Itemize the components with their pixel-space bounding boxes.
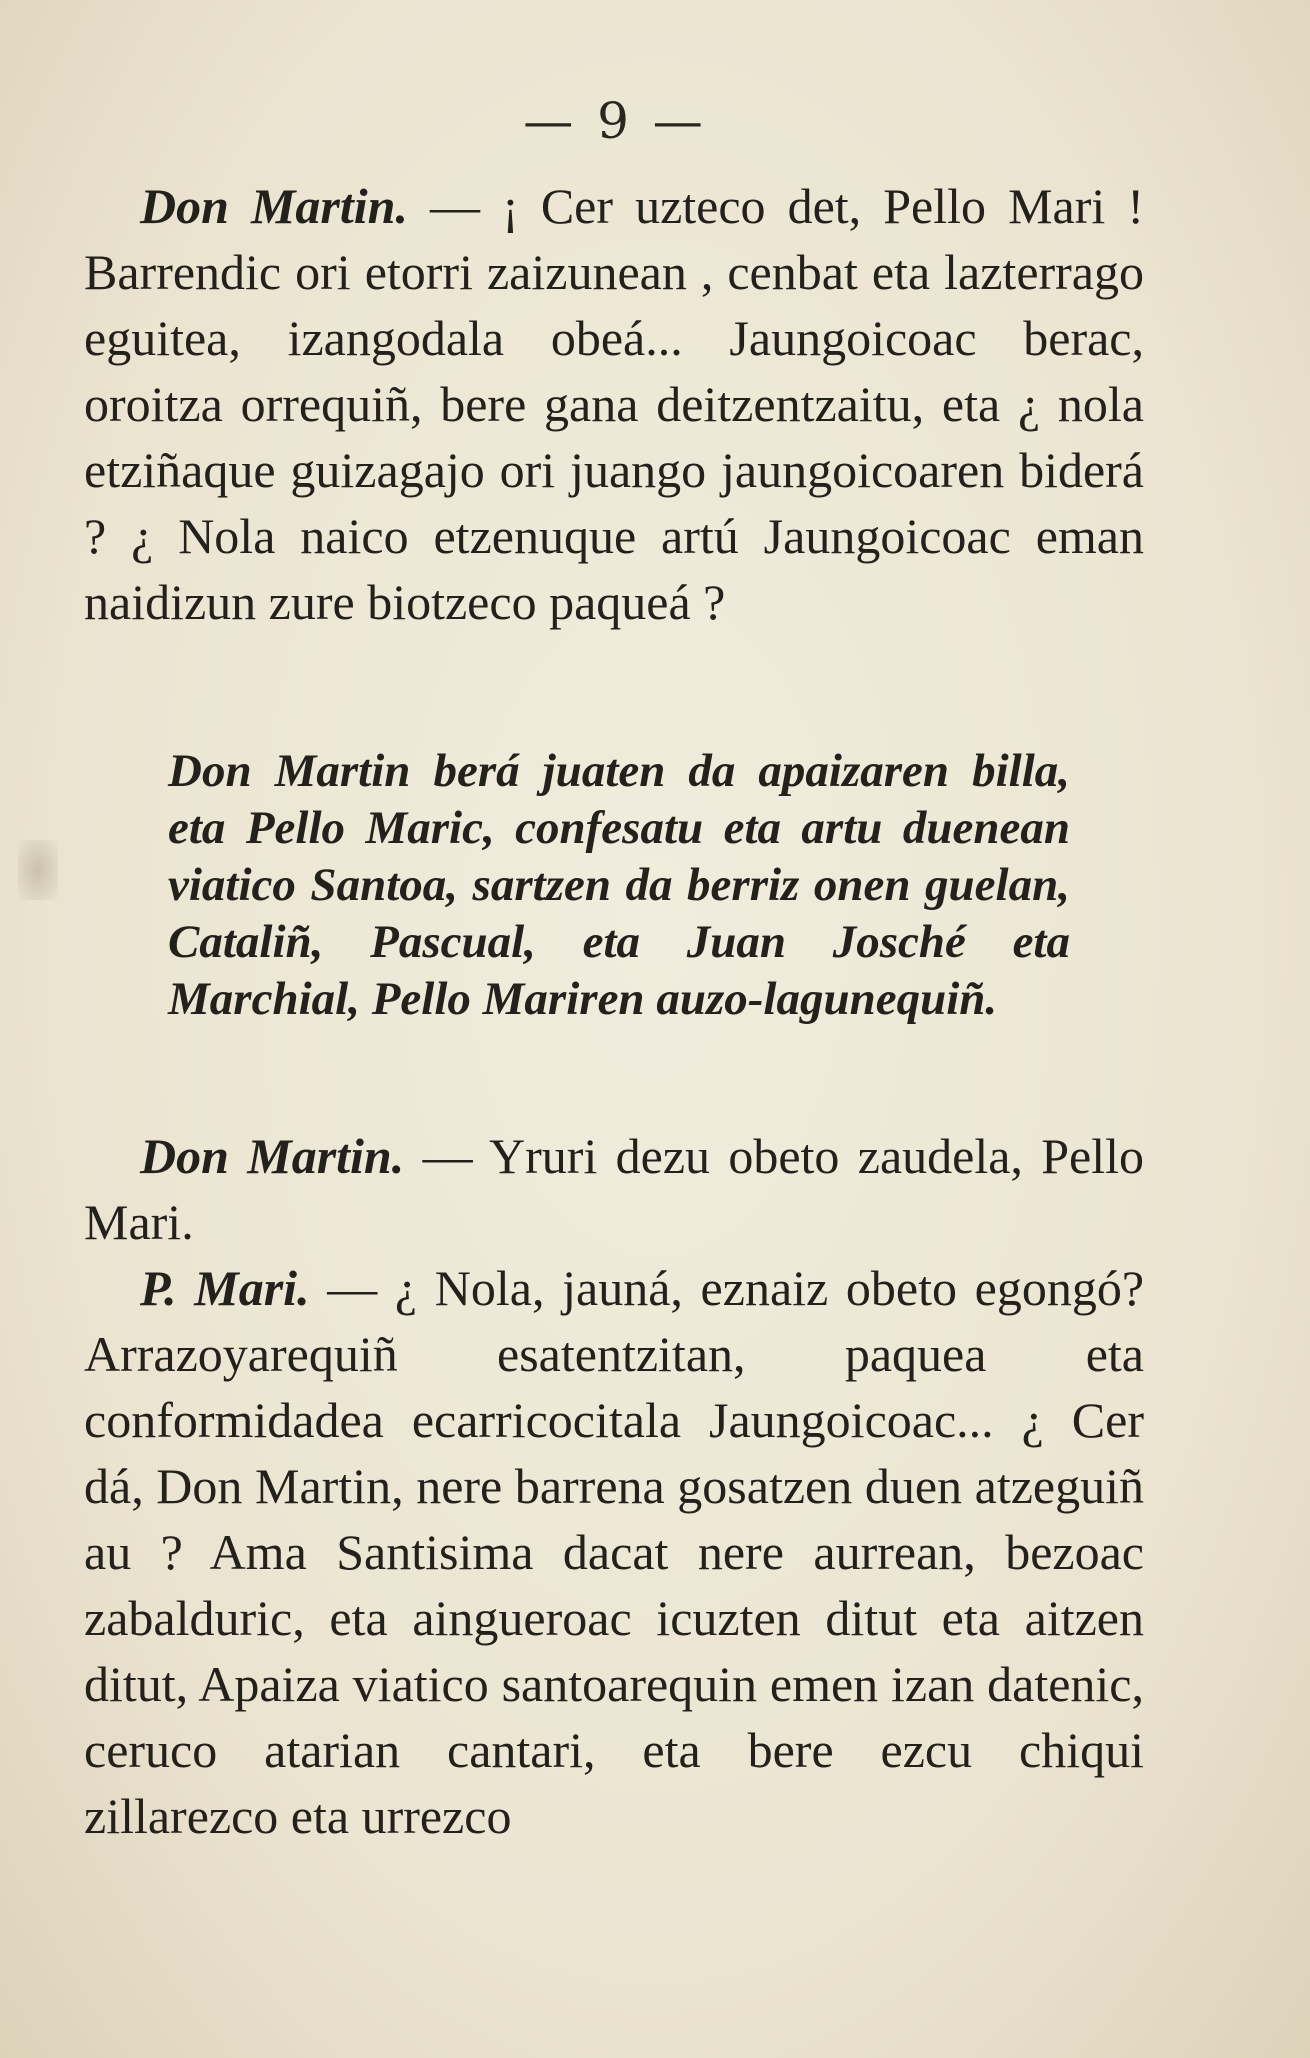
stage-direction: Don Martin berá juaten da apaizaren billa, eta Pello Maric, confesatu eta artu duenean viatico Santoa, sartzen da berriz onen guelan, Cataliñ, Pascual, eta Juan Josché eta Marchial, Pello Mariren auzo-lagunequiñ.	[168, 745, 1070, 1025]
speaker-name: Don Martin.	[140, 1128, 405, 1184]
speaker-name: P. Mari.	[140, 1260, 310, 1316]
dialogue-paragraph-1	[84, 173, 1144, 635]
dialogue-paragraph-3	[84, 1255, 1144, 1849]
paper-stain	[18, 840, 58, 900]
speaker-name: Don Martin.	[140, 178, 408, 234]
dialogue-text: — Yruri dezu obeto zaudela, Pello Mari.	[84, 1128, 1145, 1250]
dialogue-text: — ¿ Nola, jauná, eznaiz obeto egongó? Arrazoyarequiñ esatentzitan, paquea eta conformidadea ecarricocitala Jaungoicoac... ¿ Cer dá, Don Martin, nere barrena gosatzen duen atzeguiñ au ? Ama Santisima dacat nere aurrean, bezoac zabalduric, eta aingueroac icuzten ditut eta aitzen ditut, Apaiza viatico santoarequin emen izan datenic, ceruco atarian cantari, eta bere ezcu chiqui zillarezco eta urrezco	[84, 1260, 1145, 1844]
page-number: — 9 —	[523, 92, 707, 150]
dialogue-paragraph-2	[84, 1123, 1144, 1255]
dialogue-text: — ¡ Cer uzteco det, Pello Mari ! Barrendic ori etorri zaizunean , cenbat eta lazterrago eguitea, izangodala obeá... Jaungoicoac berac, oroitza orrequiñ, bere gana deitzentzaitu, eta ¿ nola etziñaque guizagajo ori juango jaungoicoaren biderá ? ¿ Nola naico etzenuque artú Jaungoicoac eman naidizun zure biotzeco paqueá ?	[84, 178, 1144, 630]
